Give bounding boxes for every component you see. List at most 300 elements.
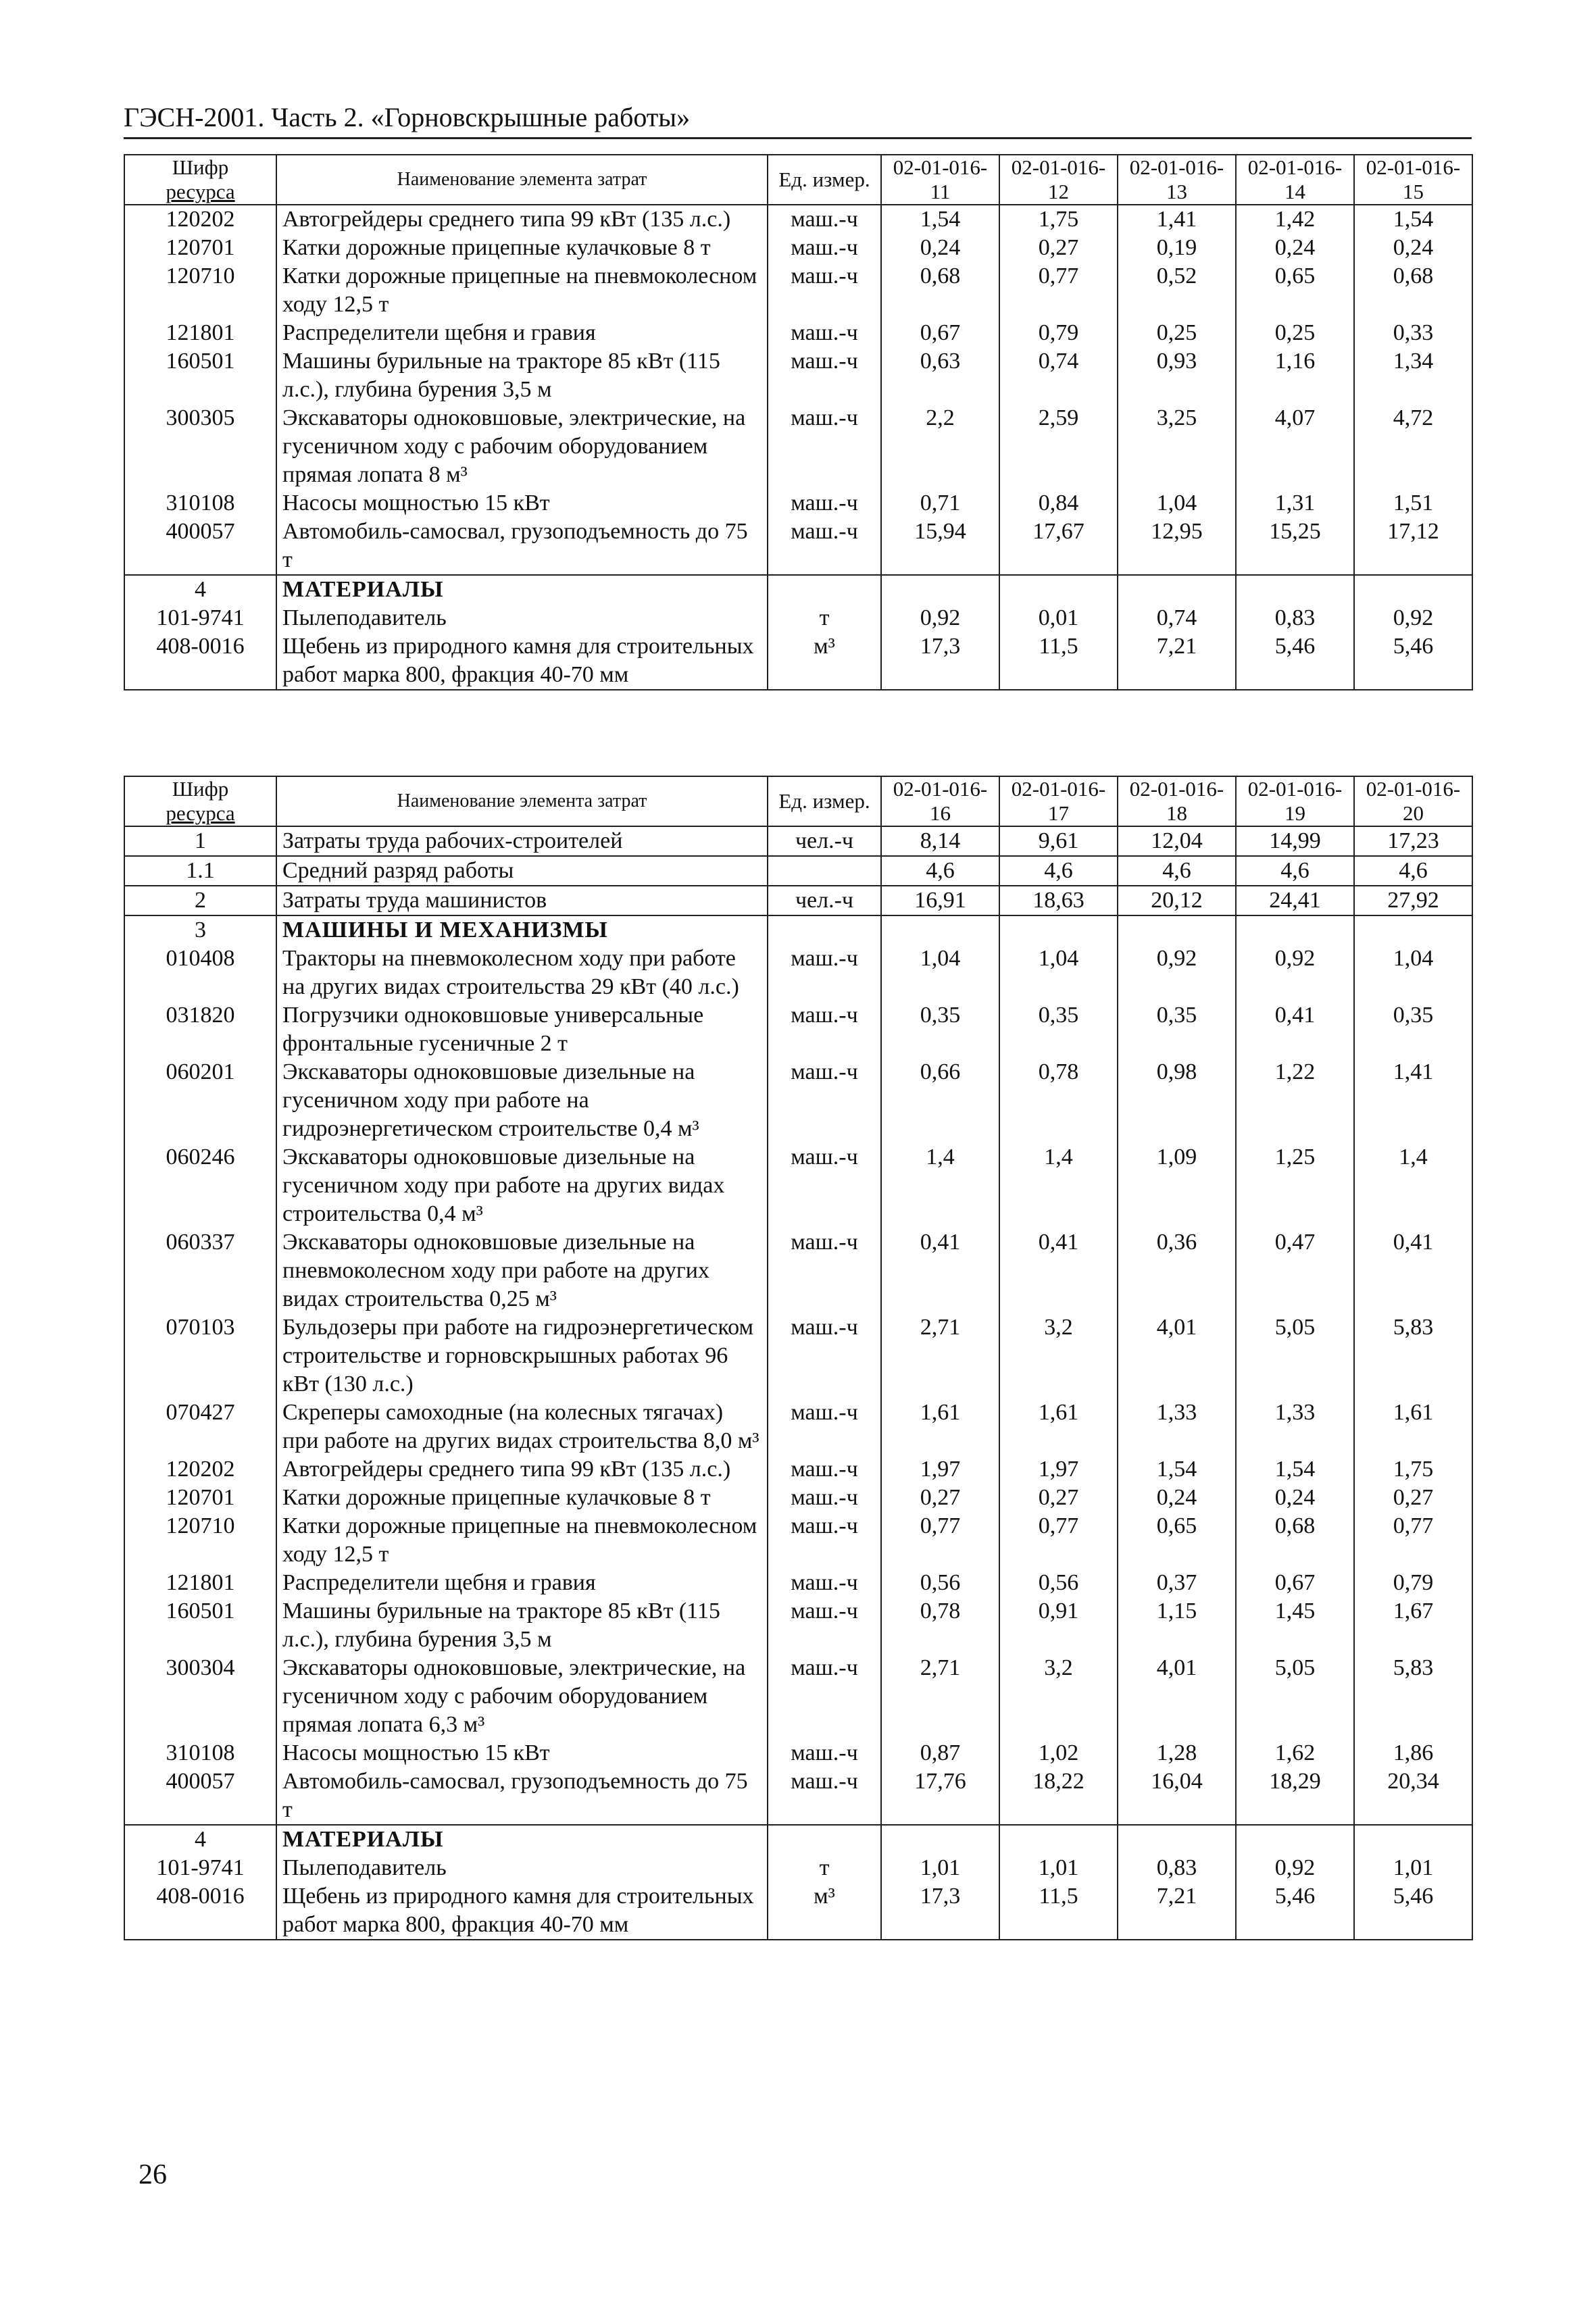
value-cell: 0,67 [1236, 1569, 1354, 1597]
table-row [124, 1399, 1472, 1455]
resource-code: 060246 [124, 1143, 276, 1228]
value-cell: 0,71 [881, 489, 999, 518]
cost-element-name: Машины бурильные на тракторе 85 кВт (115 л.с.), глубина бурения 3,5 м [276, 1597, 768, 1654]
column-header-norm-code: 02-01-016-11 [881, 155, 999, 205]
table-row [124, 234, 1472, 262]
value-cell: 1,41 [1354, 1058, 1472, 1143]
value-cell: 4,6 [881, 856, 999, 886]
value-cell [881, 575, 999, 604]
resource-code: 400057 [124, 518, 276, 575]
resource-code: 4 [124, 575, 276, 604]
table-row [124, 1882, 1472, 1940]
value-cell: 5,83 [1354, 1313, 1472, 1399]
value-cell: 0,84 [999, 489, 1118, 518]
table-row [124, 518, 1472, 575]
table-header [124, 776, 1472, 826]
value-cell: 1,67 [1354, 1597, 1472, 1654]
value-cell: 0,27 [1354, 1484, 1472, 1512]
value-cell: 16,91 [881, 886, 999, 915]
value-cell: 0,79 [1354, 1569, 1472, 1597]
column-header-norm-code: 02-01-016-19 [1236, 776, 1354, 826]
cost-element-name: Экскаваторы одноковшовые дизельные на гусеничном ходу при работе на других видах строительства 0,4 м³ [276, 1143, 768, 1228]
cost-element-name: Скреперы самоходные (на колесных тягачах) при работе на других видах строительства 8,0 м³ [276, 1399, 768, 1455]
code-header-line: ресурса [166, 801, 235, 825]
value-cell: 1,31 [1236, 489, 1354, 518]
unit-cell: чел.-ч [768, 826, 881, 856]
resource-code: 121801 [124, 1569, 276, 1597]
resource-code: 101-9741 [124, 1854, 276, 1882]
value-cell: 1,01 [881, 1854, 999, 1882]
value-cell: 0,52 [1118, 262, 1236, 319]
value-cell: 1,25 [1236, 1143, 1354, 1228]
table-row [124, 1058, 1472, 1143]
value-cell: 20,34 [1354, 1767, 1472, 1825]
value-cell: 0,77 [881, 1512, 999, 1569]
unit-cell: маш.-ч [768, 1228, 881, 1313]
unit-cell: маш.-ч [768, 1484, 881, 1512]
header-row [124, 776, 1472, 826]
resource-code: 4 [124, 1825, 276, 1854]
resource-code: 070103 [124, 1313, 276, 1399]
cost-element-name: Катки дорожные прицепные кулачковые 8 т [276, 234, 768, 262]
resource-code: 1.1 [124, 856, 276, 886]
value-cell: 4,01 [1118, 1313, 1236, 1399]
table-row [124, 856, 1472, 886]
table-row [124, 262, 1472, 319]
value-cell: 1,33 [1118, 1399, 1236, 1455]
value-cell: 0,41 [1354, 1228, 1472, 1313]
code-header-line: ресурса [166, 180, 235, 203]
value-cell: 0,35 [1354, 1001, 1472, 1058]
table-row [124, 1313, 1472, 1399]
table-row [124, 1569, 1472, 1597]
value-cell [1236, 575, 1354, 604]
cost-element-name: Щебень из природного камня для строительных работ марка 800, фракция 40-70 мм [276, 632, 768, 690]
unit-cell: маш.-ч [768, 1001, 881, 1058]
value-cell: 1,04 [881, 945, 999, 1001]
column-header-norm-code: 02-01-016-15 [1354, 155, 1472, 205]
page-number: 26 [139, 2159, 167, 2190]
cost-element-name: Погрузчики одноковшовые универсальные фронтальные гусеничные 2 т [276, 1001, 768, 1058]
value-cell: 0,41 [881, 1228, 999, 1313]
value-cell: 1,01 [1354, 1854, 1472, 1882]
value-cell: 11,5 [999, 1882, 1118, 1940]
unit-cell [768, 915, 881, 945]
resource-code: 2 [124, 886, 276, 915]
table-body [124, 205, 1472, 690]
value-cell [1354, 575, 1472, 604]
value-cell: 15,25 [1236, 518, 1354, 575]
unit-cell: маш.-ч [768, 945, 881, 1001]
value-cell: 3,2 [999, 1313, 1118, 1399]
value-cell: 1,22 [1236, 1058, 1354, 1143]
value-cell: 2,71 [881, 1313, 999, 1399]
cost-element-name: Бульдозеры при работе на гидроэнергетическом строительстве и горновскрышных работах 96 кВт (130 л.с.) [276, 1313, 768, 1399]
table-row [124, 1597, 1472, 1654]
value-cell: 0,78 [999, 1058, 1118, 1143]
value-cell: 0,74 [999, 347, 1118, 404]
resource-code: 120710 [124, 1512, 276, 1569]
value-cell: 0,77 [999, 262, 1118, 319]
unit-cell: маш.-ч [768, 1739, 881, 1767]
value-cell: 0,92 [881, 604, 999, 632]
value-cell: 0,65 [1118, 1512, 1236, 1569]
cost-element-name: Распределители щебня и гравия [276, 1569, 768, 1597]
table-body [124, 826, 1472, 1940]
value-cell: 0,79 [999, 319, 1118, 347]
value-cell: 1,09 [1118, 1143, 1236, 1228]
value-cell [1118, 575, 1236, 604]
value-cell: 0,33 [1354, 319, 1472, 347]
unit-cell: маш.-ч [768, 205, 881, 234]
value-cell: 0,66 [881, 1058, 999, 1143]
value-cell: 12,04 [1118, 826, 1236, 856]
value-cell: 0,65 [1236, 262, 1354, 319]
value-cell: 0,24 [881, 234, 999, 262]
resource-code: 120701 [124, 234, 276, 262]
value-cell: 0,92 [1354, 604, 1472, 632]
resource-code: 120710 [124, 262, 276, 319]
unit-cell: маш.-ч [768, 518, 881, 575]
value-cell: 0,47 [1236, 1228, 1354, 1313]
column-header-norm-code: 02-01-016-14 [1236, 155, 1354, 205]
value-cell: 3,2 [999, 1654, 1118, 1739]
resource-code: 300304 [124, 1654, 276, 1739]
cost-element-name: Машины бурильные на тракторе 85 кВт (115 л.с.), глубина бурения 3,5 м [276, 347, 768, 404]
table-row [124, 826, 1472, 856]
resource-code: 160501 [124, 347, 276, 404]
value-cell: 7,21 [1118, 632, 1236, 690]
value-cell: 5,83 [1354, 1654, 1472, 1739]
value-cell: 0,98 [1118, 1058, 1236, 1143]
value-cell [999, 1825, 1118, 1854]
unit-cell: маш.-ч [768, 404, 881, 489]
value-cell: 2,71 [881, 1654, 999, 1739]
value-cell: 0,19 [1118, 234, 1236, 262]
value-cell [1236, 915, 1354, 945]
table-row [124, 205, 1472, 234]
value-cell: 0,24 [1118, 1484, 1236, 1512]
value-cell: 1,61 [881, 1399, 999, 1455]
value-cell: 0,27 [999, 234, 1118, 262]
value-cell: 0,37 [1118, 1569, 1236, 1597]
cost-element-name: Затраты труда машинистов [276, 886, 768, 915]
column-header-norm-code: 02-01-016-17 [999, 776, 1118, 826]
value-cell: 0,68 [1354, 262, 1472, 319]
cost-element-name: Экскаваторы одноковшовые дизельные на пневмоколесном ходу при работе на других видах строительства 0,25 м³ [276, 1228, 768, 1313]
table-row [124, 945, 1472, 1001]
resource-code: 160501 [124, 1597, 276, 1654]
value-cell: 18,63 [999, 886, 1118, 915]
value-cell: 4,6 [1118, 856, 1236, 886]
value-cell: 1,97 [881, 1455, 999, 1484]
value-cell: 0,35 [881, 1001, 999, 1058]
value-cell: 1,54 [1118, 1455, 1236, 1484]
value-cell: 4,6 [1236, 856, 1354, 886]
value-cell [881, 915, 999, 945]
table-row [124, 489, 1472, 518]
value-cell: 7,21 [1118, 1882, 1236, 1940]
value-cell: 18,22 [999, 1767, 1118, 1825]
value-cell: 1,04 [1354, 945, 1472, 1001]
table-row [124, 1739, 1472, 1767]
value-cell: 0,27 [881, 1484, 999, 1512]
cost-element-name: Катки дорожные прицепные на пневмоколесном ходу 12,5 т [276, 1512, 768, 1569]
cost-element-name: Пылеподавитель [276, 604, 768, 632]
column-header-code [124, 155, 276, 205]
column-header-norm-code: 02-01-016-16 [881, 776, 999, 826]
value-cell: 0,56 [881, 1569, 999, 1597]
cost-element-name: Автогрейдеры среднего типа 99 кВт (135 л.с.) [276, 1455, 768, 1484]
value-cell: 0,41 [999, 1228, 1118, 1313]
value-cell: 1,4 [1354, 1143, 1472, 1228]
unit-cell: маш.-ч [768, 262, 881, 319]
value-cell: 5,46 [1354, 1882, 1472, 1940]
value-cell: 0,77 [999, 1512, 1118, 1569]
value-cell: 1,41 [1118, 205, 1236, 234]
value-cell: 16,04 [1118, 1767, 1236, 1825]
value-cell: 4,72 [1354, 404, 1472, 489]
value-cell: 18,29 [1236, 1767, 1354, 1825]
cost-element-name: Экскаваторы одноковшовые дизельные на гусеничном ходу при работе на гидроэнергетическом строительстве 0,4 м³ [276, 1058, 768, 1143]
section-title: МАШИНЫ И МЕХАНИЗМЫ [276, 915, 768, 945]
resource-code: 408-0016 [124, 632, 276, 690]
column-header-norm-code: 02-01-016-18 [1118, 776, 1236, 826]
value-cell [999, 915, 1118, 945]
value-cell: 11,5 [999, 632, 1118, 690]
value-cell: 5,46 [1236, 1882, 1354, 1940]
column-header-code [124, 776, 276, 826]
value-cell: 0,87 [881, 1739, 999, 1767]
cost-element-name: Насосы мощностью 15 кВт [276, 1739, 768, 1767]
table-row [124, 915, 1472, 945]
value-cell: 5,05 [1236, 1313, 1354, 1399]
value-cell: 1,15 [1118, 1597, 1236, 1654]
resource-code: 101-9741 [124, 604, 276, 632]
value-cell: 5,05 [1236, 1654, 1354, 1739]
column-header-unit: Ед. измер. [768, 155, 881, 205]
code-header-line: Шифр [172, 155, 229, 179]
unit-cell: маш.-ч [768, 1143, 881, 1228]
table-row [124, 632, 1472, 690]
unit-cell [768, 1825, 881, 1854]
value-cell: 0,92 [1118, 945, 1236, 1001]
resource-code: 300305 [124, 404, 276, 489]
cost-element-name: Средний разряд работы [276, 856, 768, 886]
value-cell: 1,54 [881, 205, 999, 234]
value-cell: 27,92 [1354, 886, 1472, 915]
value-cell: 1,02 [999, 1739, 1118, 1767]
table-row [124, 604, 1472, 632]
table-row [124, 1825, 1472, 1854]
value-cell: 4,6 [1354, 856, 1472, 886]
resource-code: 1 [124, 826, 276, 856]
resource-code: 120202 [124, 205, 276, 234]
column-header-name: Наименование элемента затрат [276, 155, 768, 205]
unit-cell: маш.-ч [768, 234, 881, 262]
value-cell: 1,75 [999, 205, 1118, 234]
resource-code: 060201 [124, 1058, 276, 1143]
table-row [124, 1228, 1472, 1313]
value-cell: 0,74 [1118, 604, 1236, 632]
value-cell [1354, 915, 1472, 945]
value-cell: 1,61 [999, 1399, 1118, 1455]
table-header [124, 155, 1472, 205]
unit-cell: маш.-ч [768, 1313, 881, 1399]
table-row [124, 404, 1472, 489]
value-cell: 0,35 [1118, 1001, 1236, 1058]
unit-cell: м³ [768, 632, 881, 690]
value-cell [1354, 1825, 1472, 1854]
value-cell: 0,78 [881, 1597, 999, 1654]
cost-element-name: Пылеподавитель [276, 1854, 768, 1882]
unit-cell: т [768, 1854, 881, 1882]
value-cell [881, 1825, 999, 1854]
cost-element-name: Экскаваторы одноковшовые, электрические, на гусеничном ходу с рабочим оборудованием прямая лопата 8 м³ [276, 404, 768, 489]
value-cell: 1,54 [1236, 1455, 1354, 1484]
value-cell: 0,67 [881, 319, 999, 347]
unit-cell: маш.-ч [768, 1654, 881, 1739]
cost-element-name: Распределители щебня и гравия [276, 319, 768, 347]
resource-code: 310108 [124, 1739, 276, 1767]
code-header-line: Шифр [172, 777, 229, 801]
value-cell: 4,07 [1236, 404, 1354, 489]
value-cell: 1,34 [1354, 347, 1472, 404]
value-cell: 17,23 [1354, 826, 1472, 856]
value-cell: 0,24 [1236, 234, 1354, 262]
cost-element-name: Катки дорожные прицепные кулачковые 8 т [276, 1484, 768, 1512]
section-title: МАТЕРИАЛЫ [276, 575, 768, 604]
value-cell: 0,68 [881, 262, 999, 319]
value-cell: 17,12 [1354, 518, 1472, 575]
value-cell: 2,59 [999, 404, 1118, 489]
value-cell: 1,51 [1354, 489, 1472, 518]
value-cell: 1,01 [999, 1854, 1118, 1882]
cost-element-name: Затраты труда рабочих-строителей [276, 826, 768, 856]
value-cell [1236, 1825, 1354, 1854]
value-cell: 2,2 [881, 404, 999, 489]
table-row [124, 1767, 1472, 1825]
value-cell: 0,27 [999, 1484, 1118, 1512]
table-row [124, 1001, 1472, 1058]
unit-cell [768, 856, 881, 886]
value-cell: 0,92 [1236, 1854, 1354, 1882]
column-header-norm-code: 02-01-016-13 [1118, 155, 1236, 205]
value-cell: 1,97 [999, 1455, 1118, 1484]
value-cell: 1,33 [1236, 1399, 1354, 1455]
unit-cell: маш.-ч [768, 1597, 881, 1654]
value-cell: 0,83 [1118, 1854, 1236, 1882]
section-title: МАТЕРИАЛЫ [276, 1825, 768, 1854]
column-header-norm-code: 02-01-016-12 [999, 155, 1118, 205]
value-cell: 0,24 [1236, 1484, 1354, 1512]
unit-cell: маш.-ч [768, 347, 881, 404]
resource-code: 060337 [124, 1228, 276, 1313]
column-header-name: Наименование элемента затрат [276, 776, 768, 826]
cost-element-name: Автомобиль-самосвал, грузоподъемность до 75 т [276, 518, 768, 575]
table-row [124, 1512, 1472, 1569]
value-cell [1118, 915, 1236, 945]
resource-table-2 [124, 776, 1473, 1940]
value-cell: 0,25 [1236, 319, 1354, 347]
resource-code: 070427 [124, 1399, 276, 1455]
table-row [124, 319, 1472, 347]
resource-code: 031820 [124, 1001, 276, 1058]
resource-table-1 [124, 154, 1473, 690]
resource-code: 120701 [124, 1484, 276, 1512]
resource-code: 408-0016 [124, 1882, 276, 1940]
value-cell: 17,67 [999, 518, 1118, 575]
value-cell: 1,04 [1118, 489, 1236, 518]
value-cell: 0,35 [999, 1001, 1118, 1058]
value-cell: 0,83 [1236, 604, 1354, 632]
value-cell: 1,4 [881, 1143, 999, 1228]
header-row [124, 155, 1472, 205]
value-cell: 17,3 [881, 632, 999, 690]
unit-cell: т [768, 604, 881, 632]
value-cell: 1,42 [1236, 205, 1354, 234]
unit-cell: маш.-ч [768, 1569, 881, 1597]
cost-element-name: Катки дорожные прицепные на пневмоколесном ходу 12,5 т [276, 262, 768, 319]
resource-code: 120202 [124, 1455, 276, 1484]
table-row [124, 1484, 1472, 1512]
table-row [124, 1854, 1472, 1882]
value-cell: 1,28 [1118, 1739, 1236, 1767]
column-header-norm-code: 02-01-016-20 [1354, 776, 1472, 826]
page-header: ГЭСН-2001. Часть 2. «Горновскрышные работы» [124, 101, 1472, 139]
value-cell: 17,3 [881, 1882, 999, 1940]
cost-element-name: Тракторы на пневмоколесном ходу при работе на других видах строительства 29 кВт (40 л.с.) [276, 945, 768, 1001]
unit-cell [768, 575, 881, 604]
unit-cell: маш.-ч [768, 489, 881, 518]
cost-element-name: Щебень из природного камня для строительных работ марка 800, фракция 40-70 мм [276, 1882, 768, 1940]
value-cell: 8,14 [881, 826, 999, 856]
value-cell: 12,95 [1118, 518, 1236, 575]
value-cell: 0,91 [999, 1597, 1118, 1654]
value-cell: 1,54 [1354, 205, 1472, 234]
value-cell: 0,77 [1354, 1512, 1472, 1569]
table-row [124, 1143, 1472, 1228]
value-cell: 0,01 [999, 604, 1118, 632]
value-cell: 0,92 [1236, 945, 1354, 1001]
cost-element-name: Автомобиль-самосвал, грузоподъемность до 75 т [276, 1767, 768, 1825]
unit-cell: маш.-ч [768, 1058, 881, 1143]
value-cell: 0,41 [1236, 1001, 1354, 1058]
resource-code: 400057 [124, 1767, 276, 1825]
value-cell: 4,6 [999, 856, 1118, 886]
value-cell: 1,62 [1236, 1739, 1354, 1767]
value-cell: 1,4 [999, 1143, 1118, 1228]
unit-cell: м³ [768, 1882, 881, 1940]
resource-code: 121801 [124, 319, 276, 347]
value-cell: 9,61 [999, 826, 1118, 856]
table-row [124, 886, 1472, 915]
value-cell: 1,61 [1354, 1399, 1472, 1455]
value-cell: 1,04 [999, 945, 1118, 1001]
value-cell: 4,01 [1118, 1654, 1236, 1739]
value-cell: 0,25 [1118, 319, 1236, 347]
table-row [124, 575, 1472, 604]
unit-cell: маш.-ч [768, 1455, 881, 1484]
unit-cell: чел.-ч [768, 886, 881, 915]
resource-code: 3 [124, 915, 276, 945]
value-cell [999, 575, 1118, 604]
table-row [124, 1654, 1472, 1739]
value-cell: 1,16 [1236, 347, 1354, 404]
value-cell: 14,99 [1236, 826, 1354, 856]
cost-element-name: Экскаваторы одноковшовые, электрические, на гусеничном ходу с рабочим оборудованием прямая лопата 6,3 м³ [276, 1654, 768, 1739]
value-cell: 15,94 [881, 518, 999, 575]
